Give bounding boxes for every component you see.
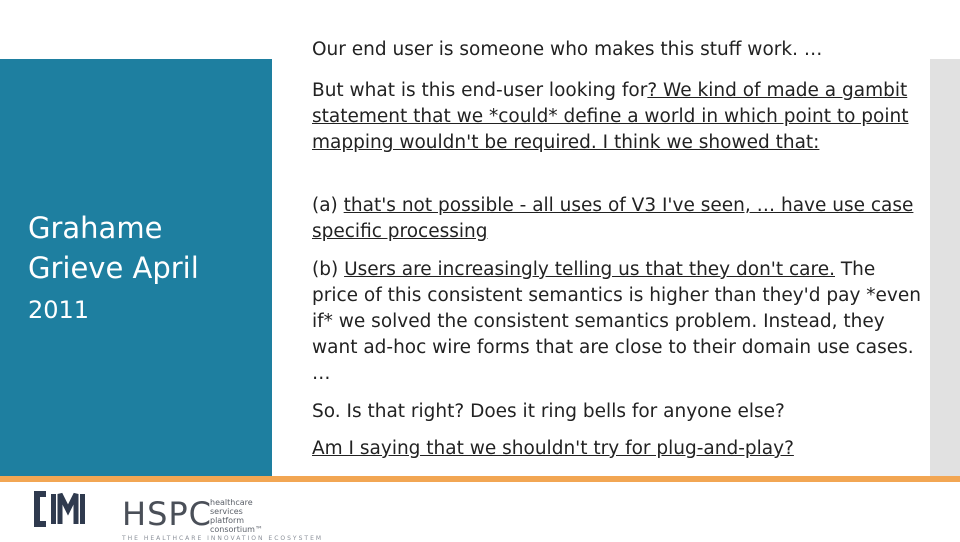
author-name-line1: Grahame <box>28 211 163 245</box>
footer <box>0 482 960 540</box>
hspc-tagline: THE HEALTHCARE INNOVATION ECOSYSTEM <box>122 535 324 542</box>
point-a-prefix: (a) <box>312 195 344 216</box>
paragraph-point-b <box>312 257 922 387</box>
right-side-bar <box>930 59 960 476</box>
hspc-side-line: consortium™ <box>210 525 263 534</box>
point-a-link[interactable]: that's not possible - all uses of V3 I've seen, … have use case specific processing <box>312 195 914 242</box>
hspc-side-line: services platform <box>210 507 244 525</box>
paragraph-end-user-looking-text: But what is this end-user looking for <box>312 80 648 101</box>
paragraph-end-user-looking <box>312 78 922 156</box>
hspc-side-text <box>210 498 263 534</box>
paragraph-point-a <box>312 193 922 245</box>
cimi-logo <box>32 490 88 528</box>
author-name-line2: Grieve April <box>28 251 199 285</box>
point-b-link[interactable]: Users are increasingly telling us that they don't care. <box>344 259 835 280</box>
hspc-side-line: healthcare <box>210 498 253 507</box>
hspc-wordmark: HSPC <box>122 495 213 533</box>
hspc-logo <box>122 495 324 542</box>
plug-and-play-link[interactable]: Am I saying that we shouldn't try for plug-and-play? <box>312 438 794 459</box>
paragraph-end-user: Our end user is someone who makes this stuff work. … <box>312 39 823 60</box>
point-b-rest: The price of this consistent semantics is higher than they'd pay *even if* we solved the consistent semantics problem. Instead, they want ad-hoc wire forms that are close to their domain use cases. … <box>312 259 921 384</box>
paragraph-question: So. Is that right? Does it ring bells for anyone else? <box>312 401 785 422</box>
gambit-statement-link[interactable]: ? We kind of made a gambit statement that we *could* define a world in which point to point mapping wouldn't be required. I think we showed that: <box>312 80 909 153</box>
point-b-prefix: (b) <box>312 259 345 280</box>
author-block <box>28 208 258 332</box>
author-year: 2011 <box>28 296 90 324</box>
